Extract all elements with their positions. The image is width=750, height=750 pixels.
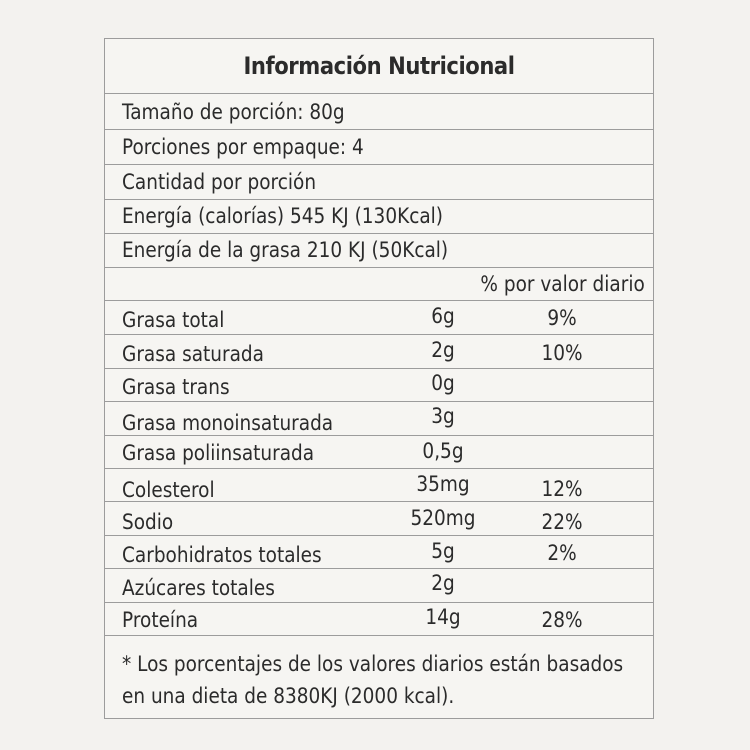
header-line bbox=[105, 94, 653, 130]
nutrient-name: Sodio bbox=[122, 510, 174, 534]
nutrient-row bbox=[105, 569, 653, 603]
energy-text: Energía (calorías) 545 KJ (130Kcal) bbox=[122, 204, 444, 228]
nutrient-name: Grasa saturada bbox=[122, 342, 264, 366]
nutrient-row bbox=[105, 301, 653, 335]
label-title: Información Nutricional bbox=[243, 52, 515, 80]
serving-size-text: Tamaño de porción: 80g bbox=[122, 100, 345, 124]
fat-energy-text: Energía de la grasa 210 KJ (50Kcal) bbox=[122, 238, 449, 262]
nutrient-amount: 35mg bbox=[416, 472, 470, 496]
nutrition-facts-panel bbox=[104, 38, 654, 719]
nutrient-name: Grasa poliinsaturada bbox=[122, 441, 315, 465]
nutrient-amount: 0g bbox=[431, 371, 455, 395]
nutrient-name: Azúcares totales bbox=[122, 576, 275, 600]
nutrient-amount: 5g bbox=[431, 539, 455, 563]
nutrient-name: Grasa total bbox=[122, 308, 225, 332]
nutrient-name: Grasa monoinsaturada bbox=[122, 411, 334, 435]
nutrient-amount: 0,5g bbox=[422, 439, 464, 463]
header-line bbox=[105, 234, 653, 268]
nutrient-amount: 2g bbox=[431, 571, 455, 595]
nutrient-dv: 22% bbox=[541, 510, 583, 534]
nutrient-row bbox=[105, 603, 653, 636]
nutrient-dv: 2% bbox=[547, 541, 577, 565]
nutrient-dv: 12% bbox=[541, 477, 583, 501]
nutrient-row bbox=[105, 436, 653, 469]
nutrient-name: Proteína bbox=[122, 608, 199, 632]
nutrient-amount: 2g bbox=[431, 338, 455, 362]
footnote-line: en una dieta de 8380KJ (2000 kcal). bbox=[122, 684, 455, 708]
nutrient-row bbox=[105, 335, 653, 369]
nutrient-row bbox=[105, 536, 653, 569]
nutrient-amount: 3g bbox=[431, 404, 455, 428]
nutrient-row bbox=[105, 502, 653, 536]
dv-header-row bbox=[105, 268, 653, 301]
nutrient-amount: 14g bbox=[425, 605, 461, 629]
header-line bbox=[105, 200, 653, 234]
nutrient-row bbox=[105, 469, 653, 502]
nutrient-amount: 520mg bbox=[410, 506, 476, 530]
nutrient-name: Carbohidratos totales bbox=[122, 543, 322, 567]
footnote-line: * Los porcentajes de los valores diarios están basados bbox=[122, 652, 624, 676]
nutrient-row bbox=[105, 402, 653, 436]
nutrient-row bbox=[105, 369, 653, 402]
nutrient-dv: 10% bbox=[541, 341, 583, 365]
nutrient-name: Colesterol bbox=[122, 478, 215, 502]
nutrient-name: Grasa trans bbox=[122, 375, 230, 399]
header-line bbox=[105, 165, 653, 200]
amount-per-serving-text: Cantidad por porción bbox=[122, 170, 317, 194]
servings-per-package-text: Porciones por empaque: 4 bbox=[122, 135, 364, 159]
title-row bbox=[105, 39, 653, 94]
dv-header-text: % por valor diario bbox=[480, 272, 645, 296]
nutrient-dv: 9% bbox=[547, 306, 577, 330]
nutrient-amount: 6g bbox=[431, 304, 455, 328]
header-line bbox=[105, 130, 653, 165]
nutrient-dv: 28% bbox=[541, 608, 583, 632]
